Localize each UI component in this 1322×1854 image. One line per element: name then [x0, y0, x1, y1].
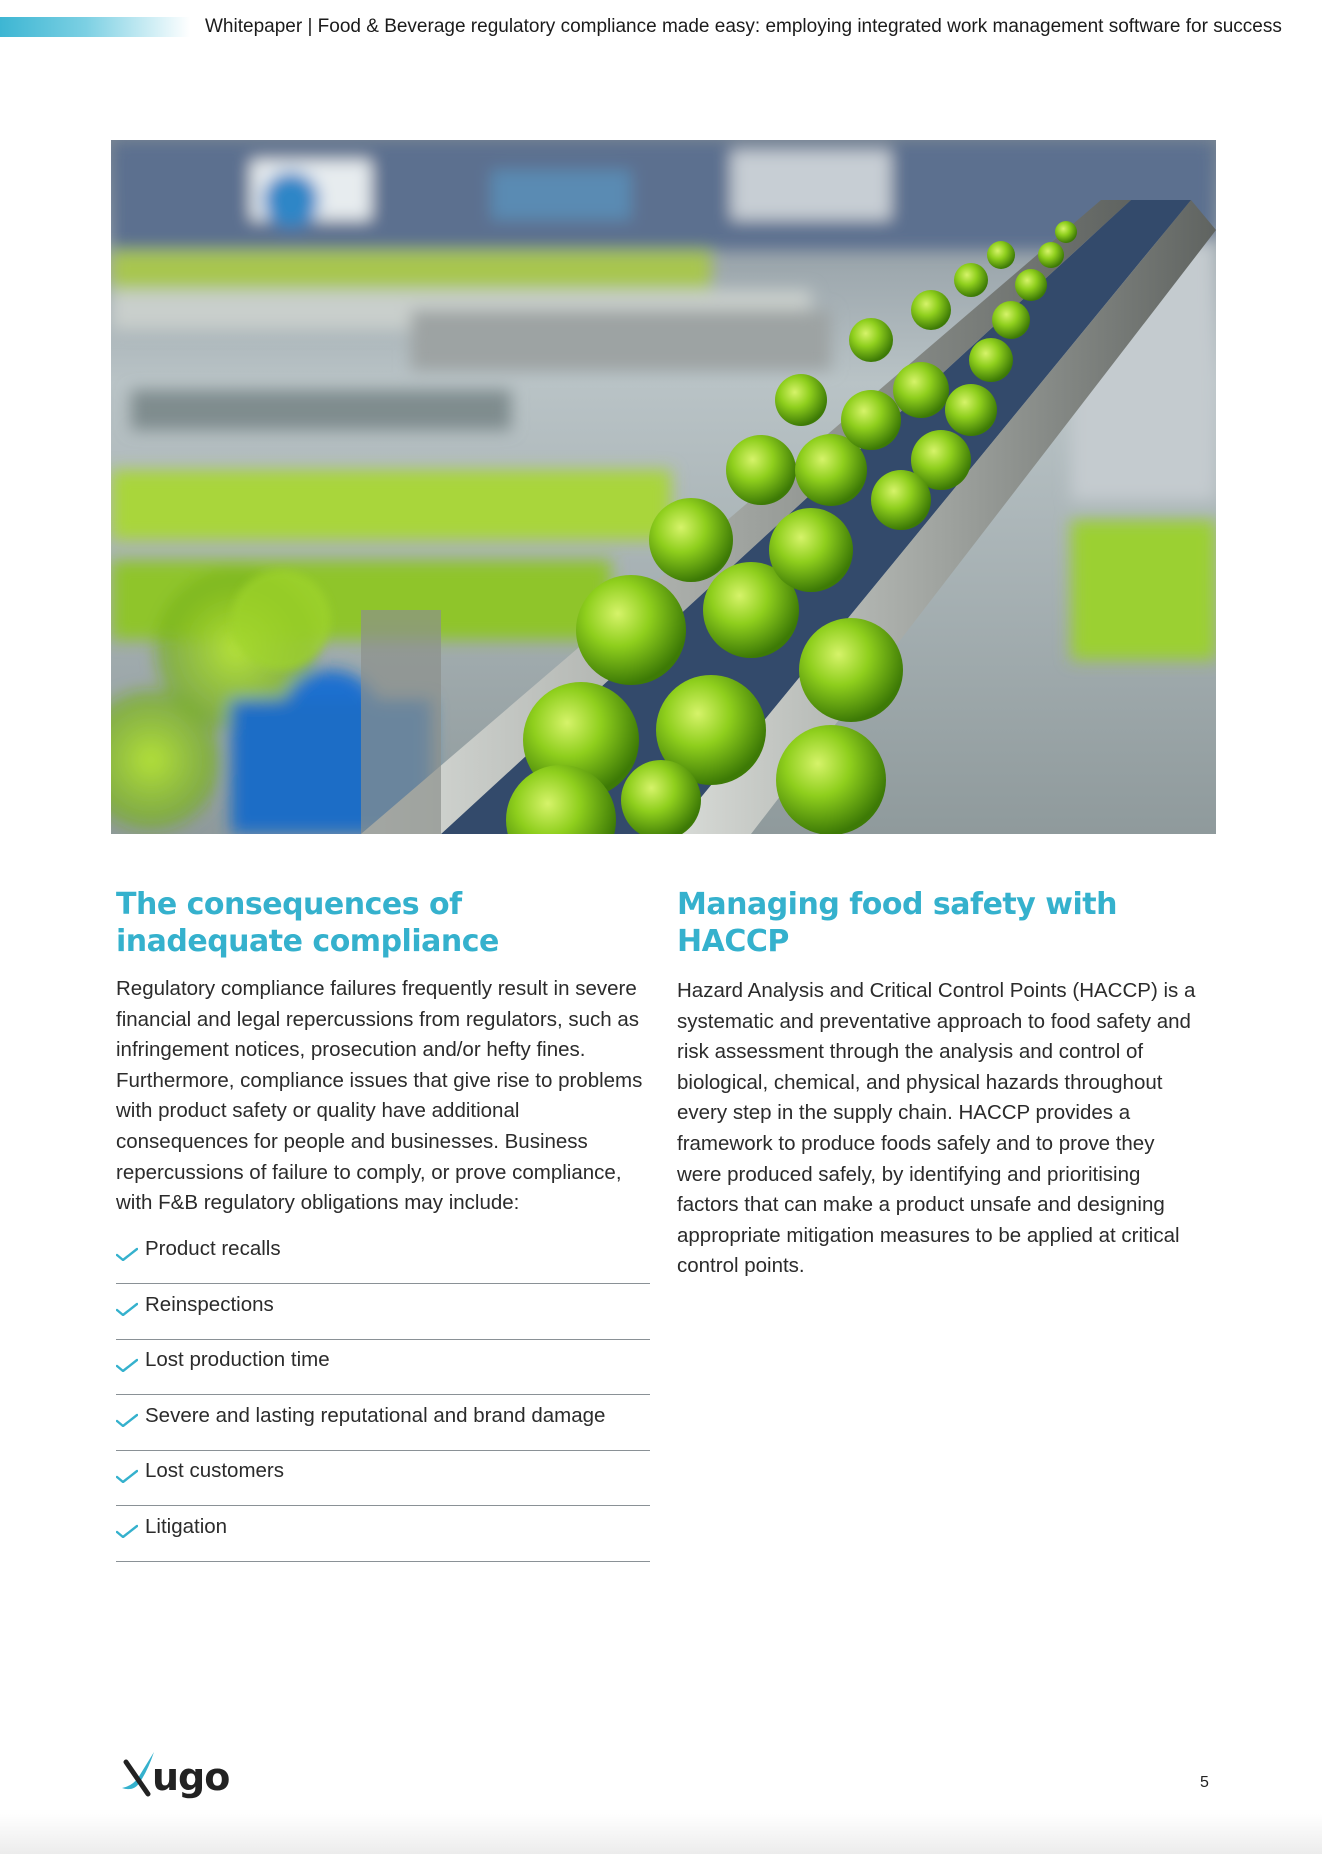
footer-shade [0, 1814, 1322, 1854]
checklist-item [116, 1229, 650, 1285]
right-column [677, 886, 1197, 1282]
checklist-item [116, 1284, 650, 1340]
check-icon [116, 1413, 138, 1427]
page-number: 5 [1200, 1774, 1209, 1791]
check-icon [116, 1358, 138, 1372]
header-title: Whitepaper | Food & Beverage regulatory compliance made easy: employing integrated work management software for success [205, 16, 1282, 37]
section-heading-haccp: Managing food safety with HACCP [677, 887, 1117, 959]
checklist-item [116, 1395, 650, 1451]
hero-image [111, 140, 1216, 834]
check-icon [116, 1524, 138, 1538]
checklist-item-label: Severe and lasting reputational and brand damage [145, 1403, 606, 1427]
check-icon [116, 1247, 138, 1261]
check-icon [116, 1302, 138, 1316]
checklist-item-label: Product recalls [145, 1237, 281, 1260]
check-icon [116, 1469, 138, 1483]
checklist-item [116, 1451, 650, 1507]
checklist-item [116, 1506, 650, 1562]
section-heading-consequences: The consequences of inadequate compliance [116, 887, 499, 959]
svg-text:ugo: ugo [152, 1755, 230, 1799]
consequences-paragraph: Regulatory compliance failures frequently result in severe financial and legal repercussions from regulators, such as infringement notices, prosecution and/or hefty fines. Furthermore, compliance issues that give rise to problems with product safety or quality have additional consequences for people and businesses. Business repercussions of failure to comply, or prove compliance, with F&B regulatory obligations may include: [116, 977, 643, 1215]
checklist-item-label: Lost customers [145, 1459, 284, 1482]
header-accent-bar [0, 17, 190, 37]
xugo-logo [118, 1748, 248, 1800]
checklist-item-label: Lost production time [145, 1348, 330, 1371]
left-column [116, 886, 650, 1562]
checklist-item [116, 1340, 650, 1396]
consequences-checklist [116, 1229, 650, 1562]
checklist-item-label: Litigation [145, 1514, 228, 1538]
haccp-paragraph: Hazard Analysis and Critical Control Points (HACCP) is a systematic and preventative approach to food safety and risk assessment through the analysis and control of biological, chemical, and physical hazards throughout every step in the supply chain. HACCP provides a framework to produce foods safely and to prove they were produced safely, by identifying and prioritising factors that can make a product unsafe and designing appropriate mitigation measures to be applied at critical control points. [677, 979, 1196, 1278]
checklist-item-label: Reinspections [145, 1292, 274, 1316]
